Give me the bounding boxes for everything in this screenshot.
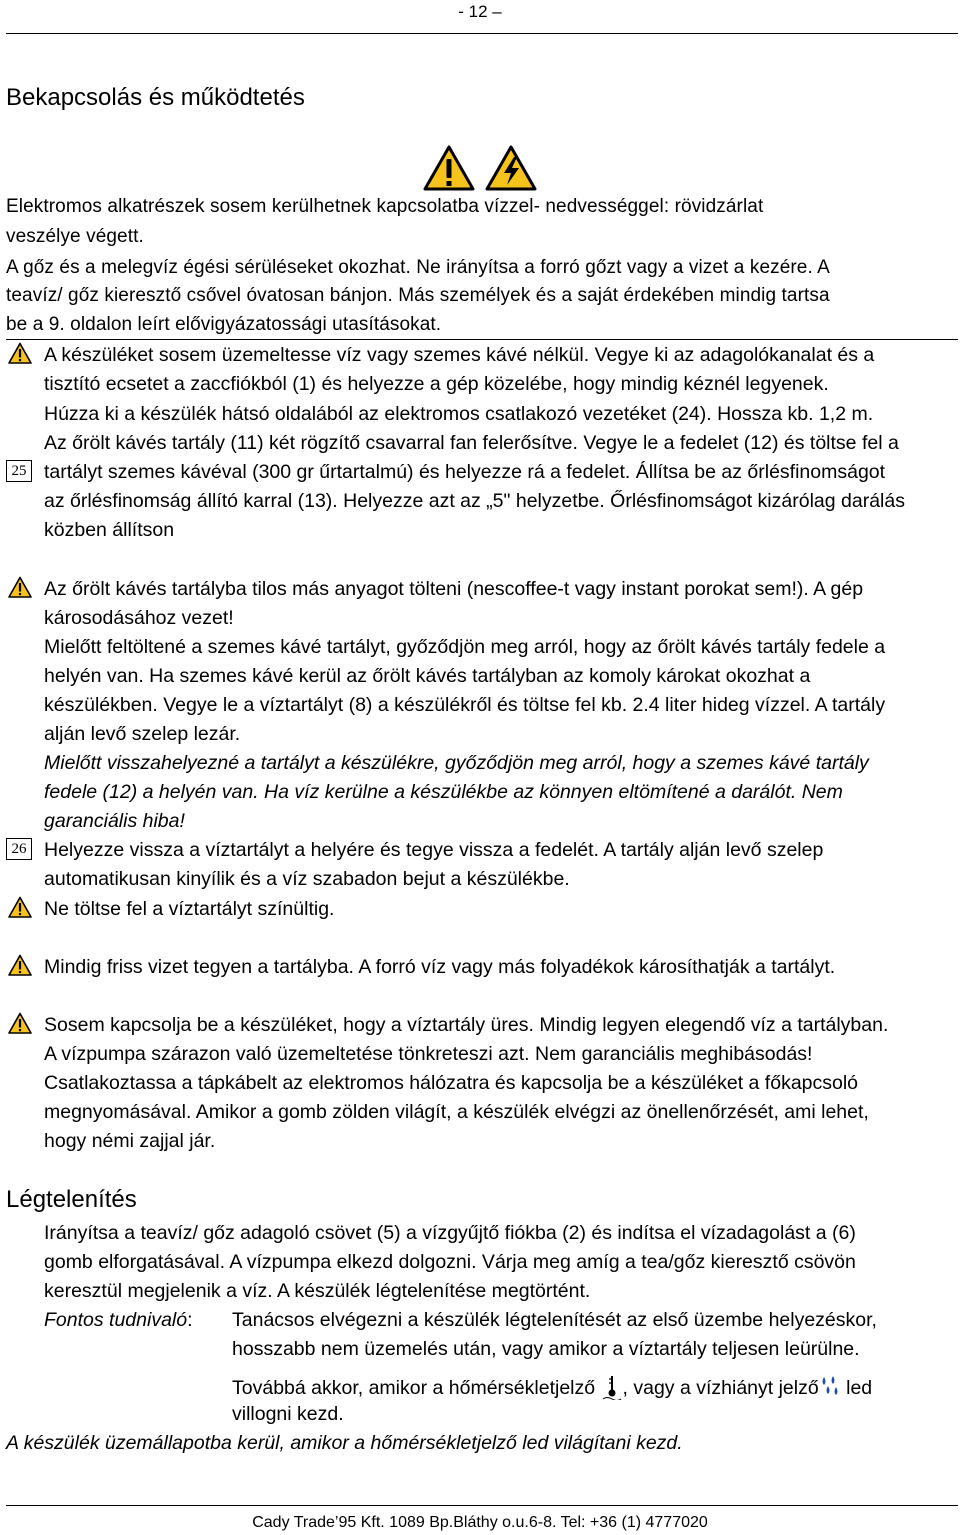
body-line: gomb elforgatásával. A vízpumpa elkezd dolgozni. Várja meg amíg a tea/gőz kieresztő csövön (44, 1251, 856, 1273)
body-line: az őrlésfinomság állító karral (13). Helyezze azt az „5" helyzetbe. Őrlésfinomságot kizárólag darálás (44, 490, 905, 512)
warning-icon (8, 954, 32, 976)
footer-rule (6, 1505, 958, 1506)
warning-icon (8, 576, 32, 598)
body-line: készülékben. Vegye le a víztartályt (8) a készülékről és töltse fel kb. 2.4 liter hideg vízzel. A tartály (44, 694, 886, 716)
body-line: helyén van. Ha szemes kávé kerül az őrölt kávés tartályban az komoly károkat okozhat a (44, 665, 811, 687)
body-line: megnyomásával. Amikor a gomb zölden világít, a készülék elvégzi az önellenőrzését, ami lehet, (44, 1101, 869, 1123)
header-rule (6, 33, 958, 34)
body-line: alján levő szelep lezár. (44, 723, 241, 745)
warning-icon (8, 1012, 32, 1034)
page-number: - 12 – (458, 2, 502, 21)
body-line: károsodásához vezet! (44, 607, 234, 629)
note-line: villogni kezd. (232, 1403, 344, 1425)
figure-marker-26: 26 (6, 838, 32, 860)
section-title-legtelenites: Légtelenítés (6, 1186, 137, 1213)
body-line: A vízpumpa szárazon való üzemeltetése tönkreteszi azt. Nem garanciális meghibásodás! (44, 1043, 813, 1065)
water-shortage-led-icon (819, 1374, 841, 1400)
intro-line: Elektromos alkatrészek sosem kerülhetnek kapcsolatba vízzel- nedvességgel: rövidzárlat (6, 196, 764, 217)
body-line: hogy némi zajjal jár. (44, 1130, 216, 1152)
intro-line: be a 9. oldalon leírt elővigyázatossági utasításokat. (6, 314, 442, 335)
body-line: Sosem kapcsolja be a készüléket, hogy a víztartály üres. Mindig legyen elegendő víz a tartályban. (44, 1014, 889, 1036)
body-line: tartályt szemes kávéval (300 gr űrtartalmú) és helyezze rá a fedelet. Állítsa be az őrlésfinomságot (44, 461, 886, 483)
section-rule (6, 339, 958, 340)
section-title: Bekapcsolás és működtetés (6, 84, 305, 111)
body-line: közben állítson (44, 519, 175, 541)
body-line: Az őrölt kávés tartály (11) két rögzítő csavarral fan felerősítve. Vegye le a fedelet (12) és töltse fel a (44, 432, 899, 454)
body-line: fedele (12) a helyén van. Ha víz kerülne a készülékbe az könnyen eltömítené a darálót. Nem (44, 781, 843, 803)
warning-icon (8, 896, 32, 918)
body-line: Mindig friss vizet tegyen a tartályba. A forró víz vagy más folyadékok károsíthatják a tartályt. (44, 956, 836, 978)
note-line: hosszabb nem üzemelés után, vagy amikor a víztartály teljesen leürülne. (232, 1338, 860, 1360)
body-line: Húzza ki a készülék hátsó oldalából az elektromos csatlakozó vezetéket (24). Hossza kb. 1,2 m. (44, 403, 874, 425)
intro-line: A gőz és a melegvíz égési sérüléseket okozhat. Ne irányítsa a forró gőzt vagy a vizet a kezére. A (6, 257, 830, 278)
body-line: A készüléket sosem üzemeltesse víz vagy szemes kávé nélkül. Vegye ki az adagolókanalat és a (44, 344, 875, 366)
body-line: Csatlakoztassa a tápkábelt az elektromos hálózatra és kapcsolja be a készüléket a főkapcsoló (44, 1072, 859, 1094)
body-line: garanciális hiba! (44, 810, 185, 832)
body-line: Az őrölt kávés tartályba tilos más anyagot tölteni (nescoffee-t vagy instant porokat sem!). A gép (44, 578, 864, 600)
electric-shock-icon (484, 144, 538, 192)
warning-icon (422, 144, 476, 192)
footer: Cady Trade’95 Kft. 1089 Bp.Bláthy o.u.6-8. Tel: +36 (1) 4777020 (252, 1514, 708, 1531)
body-line: keresztül megjelenik a víz. A készülék légtelenítése megtörtént. (44, 1280, 591, 1302)
body-line: Mielőtt visszahelyezné a tartályt a készülékre, győződjön meg arról, hogy a szemes kávé tartály (44, 752, 869, 774)
note-line-icons: Továbbá akkor, amikor a hőmérsékletjelző , vagy a vízhiányt jelző led (232, 1374, 872, 1400)
body-line: tisztító ecsetet a zaccfiókból (1) és helyezze a gép közelébe, hogy mindig kéznél legyenek. (44, 373, 829, 395)
figure-marker-25: 25 (6, 460, 32, 482)
body-line: Helyezze vissza a víztartályt a helyére és tegye vissza a fedelét. A tartály alján levő szelep (44, 839, 824, 861)
intro-line: veszélye végett. (6, 226, 144, 247)
note-label: Fontos tudnivaló: (44, 1309, 193, 1331)
body-line: Mielőtt feltöltené a szemes kávé tartályt, győződjön meg arról, hogy az őrölt kávés tartály fedele a (44, 636, 886, 658)
warning-icon (8, 342, 32, 364)
body-line: automatikusan kinyílik és a víz szabadon bejut a készülékbe. (44, 868, 570, 890)
body-line: Irányítsa a teavíz/ gőz adagoló csövet (5) a vízgyűjtő fiókba (2) és indítsa el vízadagolást a (6) (44, 1222, 856, 1244)
final-note: A készülék üzemállapotba kerül, amikor a hőmérsékletjelző led világítani kezd. (6, 1432, 683, 1454)
body-line: Ne töltse fel a víztartályt színültig. (44, 898, 335, 920)
thermometer-led-icon (601, 1374, 623, 1400)
intro-line: teavíz/ gőz kieresztő csővel óvatosan bánjon. Más személyek és a saját érdekében mindig tartsa (6, 285, 830, 306)
note-line: Tanácsos elvégezni a készülék légtelenítését az első üzembe helyezéskor, (232, 1309, 877, 1331)
